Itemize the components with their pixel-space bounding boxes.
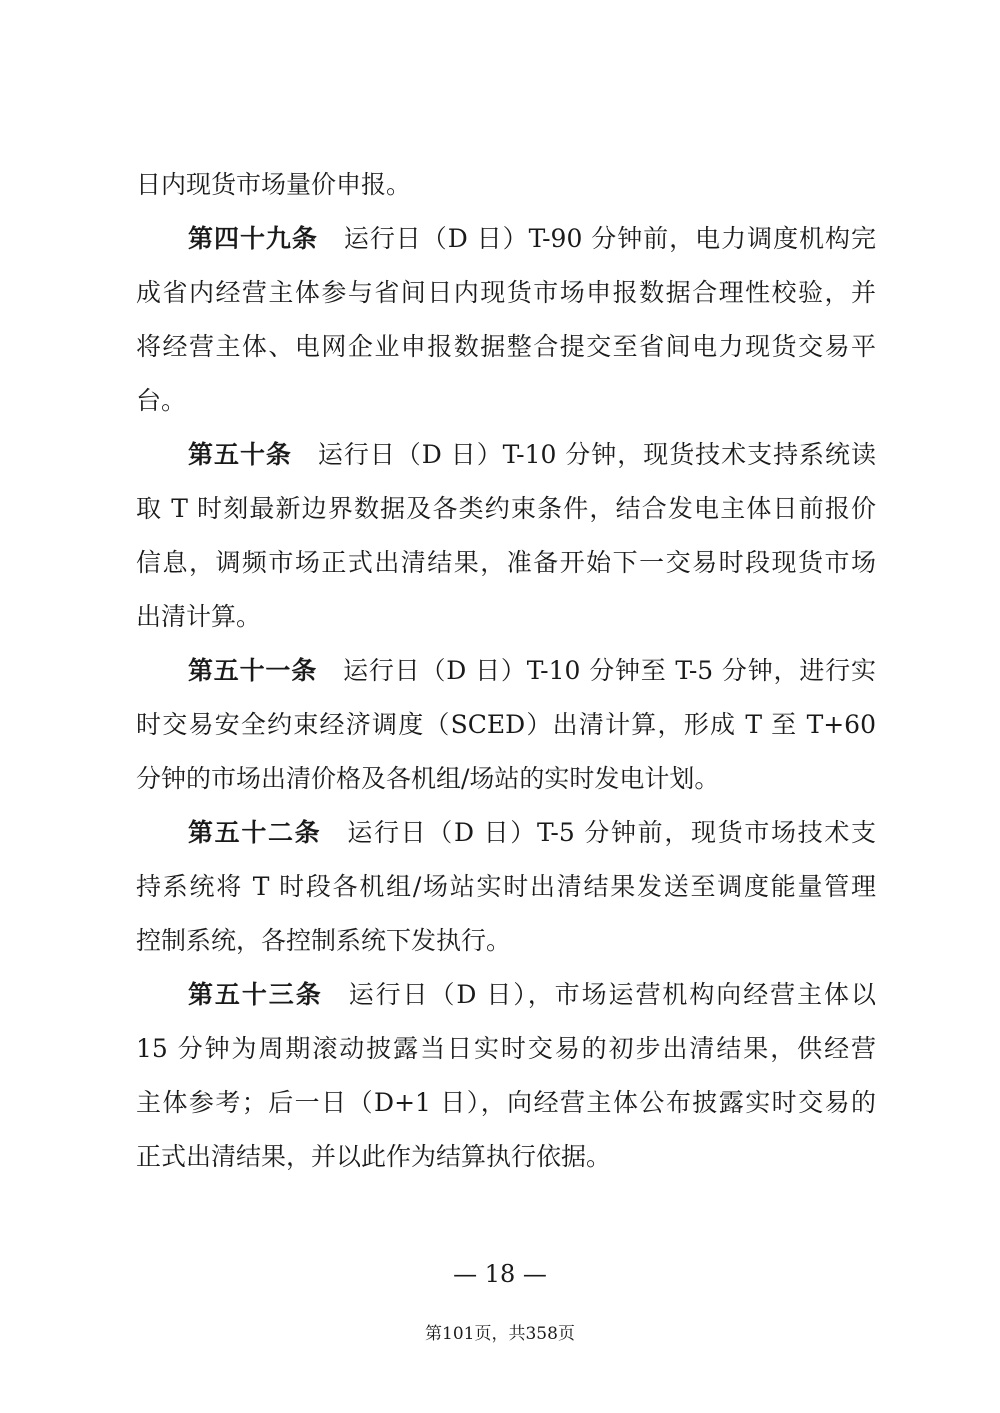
line-text: 台。: [136, 386, 187, 415]
line-text: 控制系统，各控制系统下发执行。: [136, 926, 512, 955]
line-text: 运行日（D 日）T-90 分钟前，电力调度机构完: [343, 224, 876, 253]
line-text: 主体参考；后一日（D+1 日），向经营主体公布披露实时交易的: [136, 1088, 876, 1117]
article-51-first-line: [136, 644, 876, 698]
paragraph-line: [136, 320, 876, 374]
line-text: 运行日（D 日），市场运营机构向经营主体以: [348, 980, 876, 1009]
line-text: 成省内经营主体参与省间日内现货市场申报数据合理性校验，并: [136, 278, 876, 307]
paragraph-line: [136, 266, 876, 320]
line-text: 将经营主体、电网企业申报数据整合提交至省间电力现货交易平: [136, 332, 876, 361]
line-text: 运行日（D 日）T-10 分钟，现货技术支持系统读: [317, 440, 876, 469]
article-52-first-line: [136, 806, 876, 860]
article-53-first-line: [136, 968, 876, 1022]
line-text: 时交易安全约束经济调度（SCED）出清计算，形成 T 至 T+60: [136, 710, 876, 739]
paragraph-line: [136, 590, 876, 644]
article-53-label: 第五十三条: [188, 980, 323, 1009]
line-text: 日内现货市场量价申报。: [136, 170, 412, 199]
page-number: — 18 —: [453, 1260, 547, 1288]
paragraph-line: [136, 914, 876, 968]
article-51-label: 第五十一条: [188, 656, 318, 685]
paragraph-line: [136, 1076, 876, 1130]
line-text: 运行日（D 日）T-10 分钟至 T-5 分钟，进行实: [343, 656, 876, 685]
paragraph-line: [136, 752, 876, 806]
article-49-label: 第四十九条: [188, 224, 318, 253]
line-text: 正式出清结果，并以此作为结算执行依据。: [136, 1142, 612, 1171]
paragraph-line: [136, 1130, 876, 1184]
line-text: 取 T 时刻最新边界数据及各类约束条件，结合发电主体日前报价: [136, 494, 876, 523]
article-50-first-line: [136, 428, 876, 482]
paragraph-line: [136, 698, 876, 752]
paragraph-line: [136, 536, 876, 590]
line-text: 分钟的市场出清价格及各机组/场站的实时发电计划。: [136, 764, 720, 793]
article-49-first-line: [136, 212, 876, 266]
line-text: 持系统将 T 时段各机组/场站实时出清结果发送至调度能量管理: [136, 872, 876, 901]
document-body: [136, 158, 876, 1184]
line-text: 出清计算。: [136, 602, 262, 631]
paragraph-line: [136, 374, 876, 428]
article-50-label: 第五十条: [188, 440, 292, 469]
paragraph-line: [136, 482, 876, 536]
paragraph-line: [136, 158, 876, 212]
paragraph-line: [136, 860, 876, 914]
line-text: 15 分钟为周期滚动披露当日实时交易的初步出清结果，供经营: [136, 1034, 876, 1063]
line-text: 运行日（D 日）T-5 分钟前，现货市场技术支: [347, 818, 876, 847]
line-text: 信息，调频市场正式出清结果，准备开始下一交易时段现货市场: [136, 548, 876, 577]
article-52-label: 第五十二条: [188, 818, 322, 847]
paragraph-line: [136, 1022, 876, 1076]
page-counter: 第101页，共358页: [425, 1324, 575, 1344]
